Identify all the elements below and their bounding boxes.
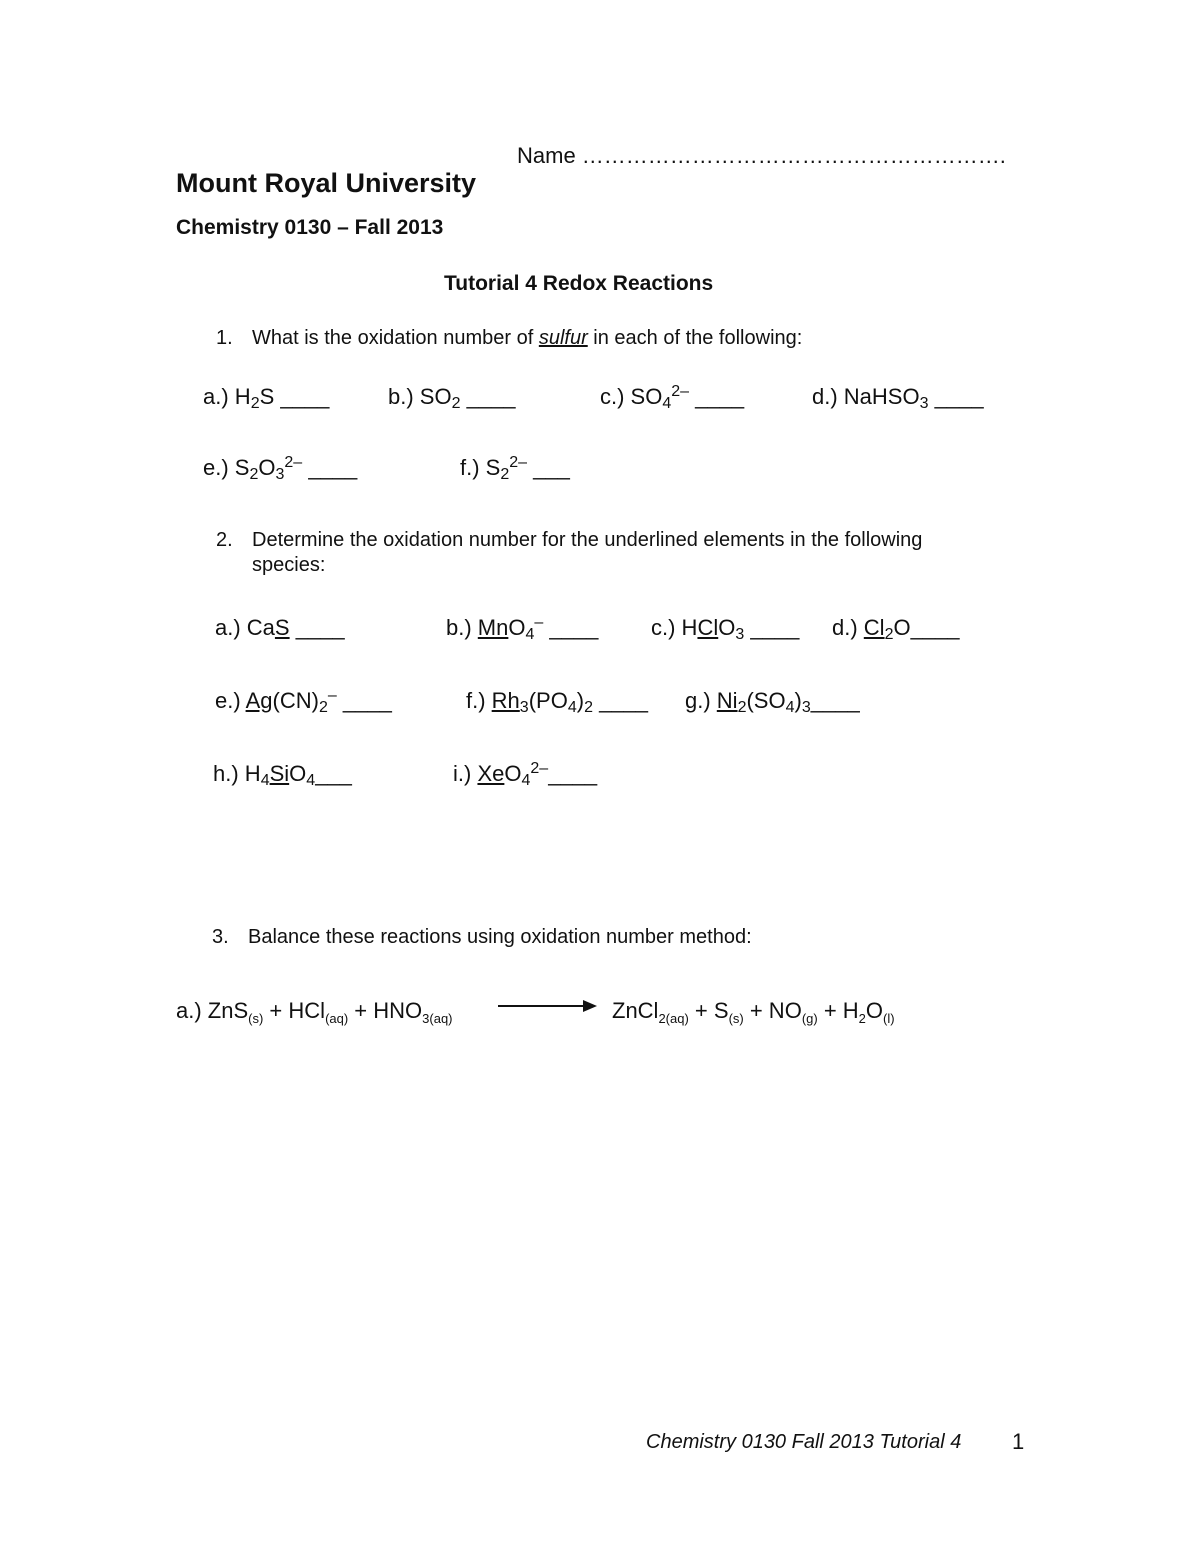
question-number: 2. bbox=[216, 529, 233, 551]
q1-item-e: e.) $S_2O_3^{2-}$ ____ bbox=[203, 454, 358, 483]
university-title: Mount Royal University bbox=[176, 168, 477, 198]
q2-item-a: a.) CaS ____ bbox=[215, 615, 345, 640]
question-emphasis: sulfur bbox=[538, 327, 588, 349]
q1-item-a: a.) $H_2S$ ____ bbox=[203, 384, 330, 412]
question-text: in each of the following: bbox=[587, 327, 803, 349]
question-text: Balance these reactions using oxidation number method: bbox=[248, 926, 752, 948]
question-3 bbox=[212, 926, 752, 949]
question-number: 1. bbox=[216, 327, 233, 349]
q2-item-d: d.) $Cl_2O\_\_\_\_$ bbox=[832, 615, 960, 643]
q1-item-d: d.) NaHSO$_3$ ____ bbox=[812, 384, 984, 412]
question-2 bbox=[216, 529, 922, 552]
course-title: Chemistry 0130 – Fall 2013 bbox=[176, 216, 444, 239]
q2-item-i: i.) XeO$_4^{2-}$____ bbox=[453, 760, 598, 789]
q1-item-c: c.) $SO_4^{2-}$ ____ bbox=[600, 383, 745, 412]
q2-item-e: e.) $Ag(CN)_2^-$ ____ bbox=[215, 687, 392, 716]
reaction-reactants: a.) $ZnS_{(s)} + HCl_{(aq)} + HNO_{3(aq)}$ bbox=[176, 998, 453, 1026]
question-text: What is the oxidation number of bbox=[252, 327, 539, 349]
question-text: Determine the oxidation number for the underlined elements in the following bbox=[252, 529, 923, 551]
q2-item-f: f.) $Rh_3(PO_4)_2$ ____ bbox=[466, 688, 649, 716]
question-2-cont: species: bbox=[252, 554, 326, 576]
q2-item-h: h.) $H_4SiO_4\_\_\_$ bbox=[213, 761, 352, 789]
name-field-label: Name …………………………………………………. bbox=[517, 143, 1006, 168]
q2-item-b: b.) MnO$_4$– ____ bbox=[446, 614, 599, 643]
question-number: 3. bbox=[212, 926, 229, 948]
q2-item-g: g.) $Ni_2(SO_4)_3\_\_\_\_$ bbox=[685, 688, 860, 716]
tutorial-title: Tutorial 4 Redox Reactions bbox=[444, 272, 714, 295]
question-1 bbox=[216, 327, 802, 350]
page-number: 1 bbox=[1012, 1429, 1025, 1454]
q2-item-c: c.) HClO$_3$ ____ bbox=[651, 615, 800, 643]
reaction-arrow-icon bbox=[497, 997, 601, 1015]
q1-item-f: f.) $S_2^{2-}$ ___ bbox=[460, 454, 570, 483]
reaction-products: ZnCl$_{2(aq)}$ + $S_{(s)} + NO_{(g)} + H_2O_{(l)}$ bbox=[612, 998, 895, 1026]
footer-text: Chemistry 0130 Fall 2013 Tutorial 4 bbox=[646, 1431, 962, 1453]
q1-item-b: b.) $SO_2$ ____ bbox=[388, 384, 516, 412]
